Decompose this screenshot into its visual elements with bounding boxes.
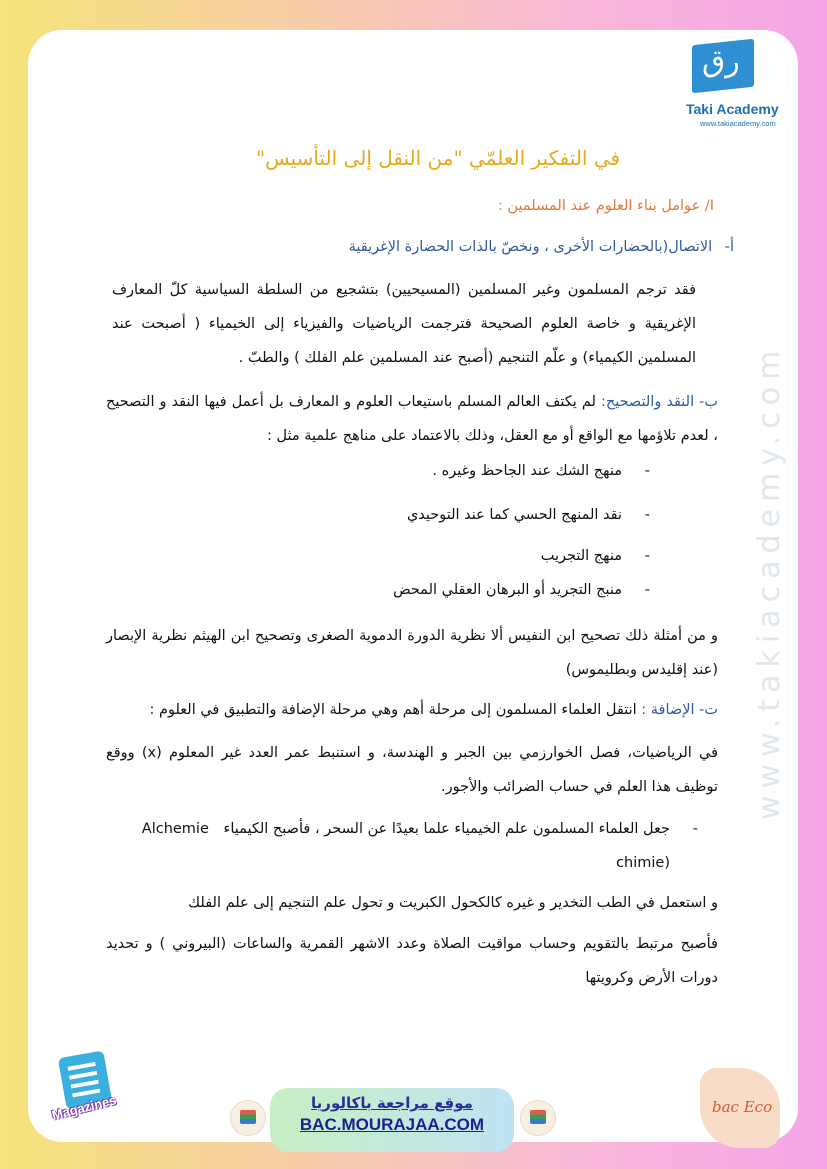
books-icon: [230, 1100, 266, 1136]
list-item: -منهج الشك عند الجاحظ وغيره .: [432, 463, 650, 479]
subsection-c: [106, 693, 718, 727]
paragraph-medicine: و استعمل في الطب التخدير و غيره كالكحول الكبريت و تحول علم التنجيم إلى علم الفلك: [188, 895, 718, 911]
logo-glyph: رق: [702, 44, 740, 79]
paragraph-chemistry: -جعل العلماء المسلمون علم الخيمياء علما بعيدًا عن السحر ، فأصبح الكيمياء Alchemie (chimie: [141, 821, 698, 871]
subsection-a: [349, 239, 734, 255]
list-item: -نقد المنهج الحسي كما عند التوحيدي: [406, 507, 650, 523]
books-icon: [520, 1100, 556, 1136]
list-item: -منهج التجريب: [540, 548, 650, 564]
subsection-b-text: لم يكتف العالم المسلم باستيعاب العلوم و المعارف بل أعمل فيها النقد و التصحيح ، لعدم تلاؤمها مع الواقع أو مع العقل، وذلك بالاعتماد على مناهج علمية مثل :: [106, 394, 718, 444]
magazines-logo: [46, 1050, 122, 1130]
subsection-a-label: أ-: [724, 239, 734, 255]
paragraph-translation: فقد ترجم المسلمون وغير المسلمين (المسيحيين) بتشجيع من السلطة السياسية كلّ المعارف الإغريقية و خاصة العلوم الصحيحة فترجمت الرياضيات والفيزياء إلى الخيمياء ( أصبحت عند المسلمين الكيمياء) و علّم التنجيم (أصبح عند المسلمين علم الفلك ) والطبّ .: [112, 282, 696, 366]
paragraph-mathematics: في الرياضيات، فصل الخوارزمي بين الجبر و الهندسة، و استنبط عمر العدد غير المعلوم (x) ووقع توظيف هذا العلم في حساب الضرائب والأجور.: [106, 745, 719, 795]
brand-url: www.takiacademy.com: [700, 119, 776, 128]
paragraph-astronomy: فأصبح مرتبط بالتقويم وحساب مواقيت الصلاة وعدد الاشهر القمرية والساعات (البيروني ) و تحديد دورات الأرض وكرويتها: [106, 936, 718, 986]
footer-badge-arabic: موقع مراجعة باكالوريا: [311, 1094, 473, 1112]
list-item: -منبج التجريد أو البرهان العقلي المحض: [393, 582, 650, 598]
subsection-c-text: انتقل العلماء المسلمون إلى مرحلة أهم وهي مرحلة الإضافة والتطبيق في العلوم :: [149, 702, 637, 718]
subsection-b-label: ب- النقد والتصحيح:: [600, 394, 719, 410]
section-heading-1: I/ عوامل بناء العلوم عند المسلمين :: [498, 198, 714, 214]
page-title: في التفكير العلمّي "من النقل إلى التأسيس": [255, 146, 621, 170]
magazines-label: Magazines: [50, 1092, 118, 1123]
footer-badge-url[interactable]: BAC.MOURAJAA.COM: [299, 1115, 485, 1134]
subsection-b: [106, 385, 718, 453]
bac-eco-logo: [700, 1068, 780, 1148]
bac-eco-label: bac Eco: [712, 1098, 773, 1116]
watermark: www.takiacademy.com: [752, 343, 787, 820]
takiacademy-logo: [688, 38, 768, 100]
subsection-c-label: ت- الإضافة :: [641, 702, 718, 718]
subsection-a-title: الاتصال(بالحضارات الأخرى ، ونخصّ بالذات الحضارة الإغريقية: [348, 239, 713, 255]
footer-badge[interactable]: [270, 1088, 514, 1152]
brand-name: Taki Academy: [686, 101, 779, 117]
paragraph-examples: و من أمثلة ذلك تصحيح ابن النفيس ألا نظرية الدورة الدموية الصغرى وتصحيح ابن الهيثم نظرية الإبصار (عند إقليدس وبطليموس): [106, 628, 718, 678]
document-page: [28, 30, 798, 1142]
page-content: [28, 30, 798, 1142]
